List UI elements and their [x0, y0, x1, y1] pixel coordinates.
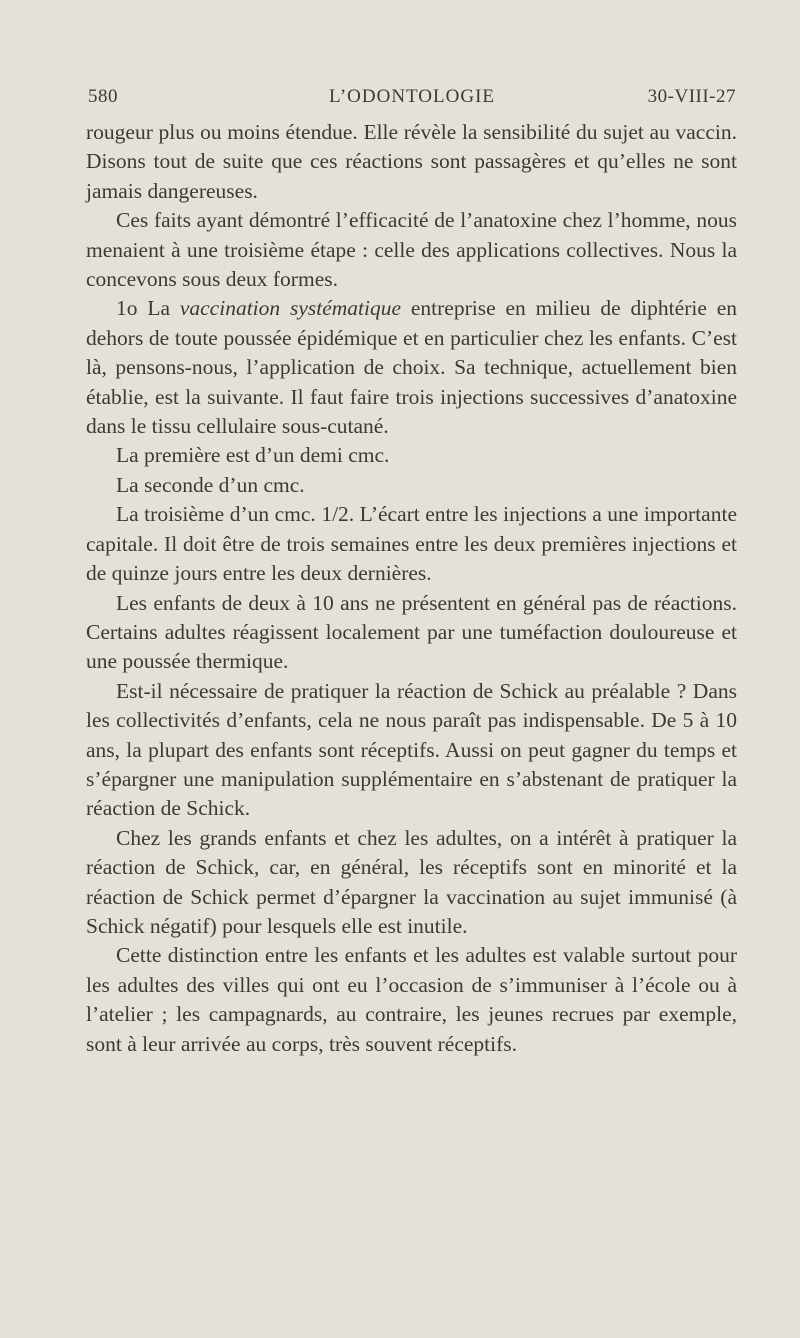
paragraph-rest: entreprise en milieu de diphtérie en dehors de toute poussée épidémique et en particulier chez les enfants. C’est là, pensons-nous, l’application de choix. Sa technique, actuellement bien établie, est la suivante. Il faut faire trois injections successives d’anatoxine dans le tissu cellulaire sous-cutané.	[86, 296, 737, 439]
body-text	[86, 118, 737, 1059]
paragraph: La troisième d’un cmc. 1/2. L’écart entre les injections a une importante capitale. Il doit être de trois semaines entre les deux premières injections et de quinze jours entre les deux dernières.	[86, 502, 737, 586]
running-title: L’ODONTOLOGIE	[328, 86, 496, 107]
italic-term: vaccination systématique	[179, 296, 402, 321]
paragraph: Cette distinction entre les enfants et les adultes est valable surtout pour les adultes des villes qui ont eu l’occasion de s’immuniser à l’école ou à l’atelier ; les campagnards, au contraire, les jeunes recrues par exemple, sont à leur arrivée au corps, très souvent réceptifs.	[86, 943, 737, 1056]
running-header	[88, 86, 736, 116]
paragraph: Ces faits ayant démontré l’efficacité de l’anatoxine chez l’homme, nous menaient à une troisième étape : celle des applications collectives. Nous la concevons sous deux formes.	[86, 208, 737, 292]
paragraph: La première est d’un demi cmc.	[116, 443, 390, 468]
paragraph: Est-il nécessaire de pratiquer la réaction de Schick au préalable ? Dans les collectivités d’enfants, cela ne nous paraît pas indispensable. De 5 à 10 ans, la plupart des enfants sont réceptifs. Aussi on peut gagner du temps et s’épargner une manipulation supplémentaire en s’abstenant de pratiquer la réaction de Schick.	[86, 678, 737, 821]
header-date: 30-VIII-27	[647, 86, 736, 107]
page-number: 580	[88, 86, 118, 107]
paragraph-numbered	[86, 294, 737, 441]
paragraph-lead: 1o La	[116, 296, 180, 321]
paragraph-continuation: rougeur plus ou moins étendue. Elle révèle la sensibilité du sujet au vaccin. Disons tout de suite que ces réactions sont passagères et qu’elles ne sont jamais dangereuses.	[86, 120, 737, 203]
paragraph: Les enfants de deux à 10 ans ne présentent en général pas de réactions. Certains adultes réagissent localement par une tuméfaction douloureuse et une poussée thermique.	[86, 590, 737, 674]
paragraph: Chez les grands enfants et chez les adultes, on a intérêt à pratiquer la réaction de Schick, car, en général, les réceptifs sont en minorité et la réaction de Schick permet d’épargner la vaccination au sujet immunisé (à Schick négatif) pour lesquels elle est inutile.	[86, 825, 737, 938]
paragraph: La seconde d’un cmc.	[116, 472, 305, 497]
